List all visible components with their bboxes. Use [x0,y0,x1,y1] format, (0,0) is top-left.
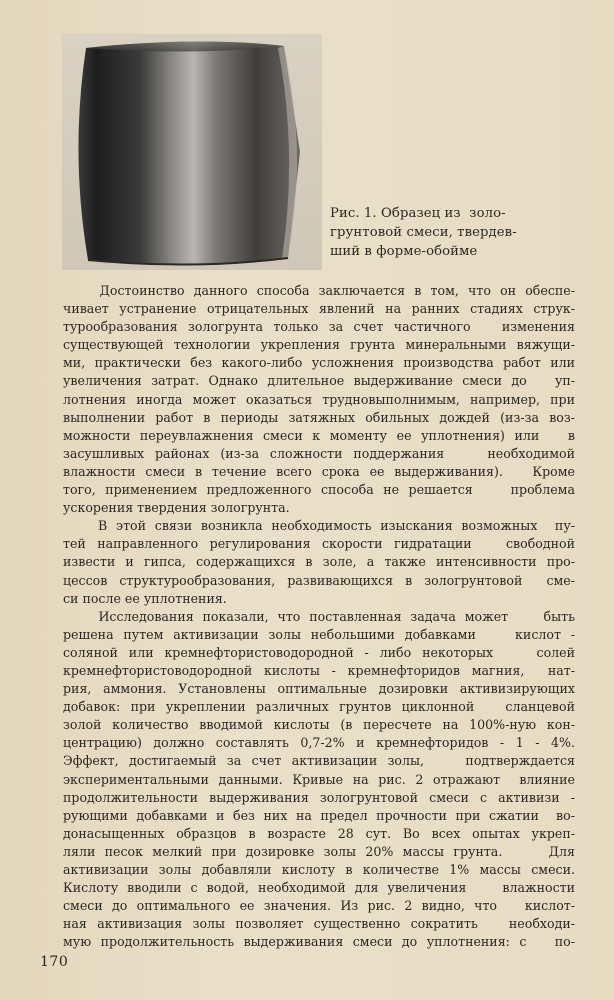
text-line: добавок: при укреплении различных грунтов циклонной сланцевой [63,699,575,715]
text-line: экспериментальными данными. Кривые на рис. 2 отражают влияние [63,771,575,787]
text-line: решена путем активизации золы небольшими добавками кислот - [63,626,575,642]
text-line: рия, аммония. Установлены оптимальные дозировки активизирующих [63,681,575,697]
text-line: Кислоту вводили с водой, необходимой для увеличения влажности [63,880,575,896]
text-line: ляли песок мелкий при дозировке золы 20% массы грунта. Для [63,843,575,859]
text-line: рующими добавками и без них на предел прочности при сжатии во- [63,807,575,823]
text-line: существующей технологии укрепления грунта минеральными вяжущи- [63,337,575,353]
text-line: активизации золы добавляли кислоту в количестве 1% массы смеси. [63,862,575,877]
text-line: лотнения иногда может оказаться трудновыполнимым, например, при [63,391,575,407]
text-line: увеличения затрат. Однако длительное выдерживание смеси до уп- [63,373,575,389]
text-line: можности переувлажнения смеси к моменту ее уплотнения) или в [63,427,575,443]
text-line: чивает устранение отрицательных явлений на ранних стадиях струк- [63,301,575,317]
text-line: Достоинство данного способа заключается в том, что он обеспе- [63,283,575,298]
figure-caption [330,204,560,261]
caption-line: Рис. 1. Образец из золо- [330,206,506,221]
text-line: того, применением предложенного способа не решается проблема [63,482,575,498]
text-line: продолжительности выдерживания зологрунтовой смеси с активизи - [63,789,575,805]
text-line: тей направленного регулирования скорости гидратации свободной [63,536,575,552]
figure-photo-specimen [62,34,322,270]
text-line: кремнефтористоводородной кислоты - кремнефторидов магния, нат- [63,662,575,678]
text-line: Исследования показали, что поставленная задача может быть [63,608,575,624]
text-line: засушливых районах (из-за сложности поддержания необходимой [63,445,575,461]
text-line: турообразования зологрунта только за счет частичного изменения [63,319,575,335]
text-line: си после ее уплотнения. [63,590,227,606]
text-line: выполнении работ в периоды затяжных обильных дождей (из-за воз- [63,409,575,425]
text-line: ускорения твердения зологрунта. [63,500,290,516]
text-line: Эффект, достигаемый за счет активизации золы, подтверждается [63,753,575,769]
text-line: извести и гипса, содержащихся в золе, а также интенсивности про- [63,554,575,570]
text-line: соляной или кремнефтористоводородной - либо некоторых солей [63,644,575,660]
text-line: цессов структурообразования, развивающихся в зологрунтовой сме- [63,572,575,588]
caption-line: ший в форме-обойме [330,244,478,259]
text-line: донасыщенных образцов в возрасте 28 сут. Во всех опытах укреп- [63,825,575,841]
text-line: центрацию) должно составлять 0,7-2% и кремнефторидов - 1 - 4%. [63,735,575,751]
text-line: золой количество вводимой кислоты (в пересчете на 100%-ную кон- [63,717,575,733]
text-line: мую продолжительность выдерживания смеси до уплотнения: с по- [63,934,575,950]
caption-line: грунтовой смеси, твердев- [330,225,517,240]
text-line: ми, практически без какого-либо усложнения производства работ или [63,355,575,371]
text-line: ная активизация золы позволяет существенно сократить необходи- [63,916,575,932]
text-line: смеси до оптимального ее значения. Из рис. 2 видно, что кислот- [63,898,575,914]
body-text [63,282,575,951]
page-number: 170 [40,954,69,970]
text-line: В этой связи возникла необходимость изыскания возможных пу- [63,518,575,534]
text-line: влажности смеси в течение всего срока ее выдерживания). Кроме [63,463,575,479]
